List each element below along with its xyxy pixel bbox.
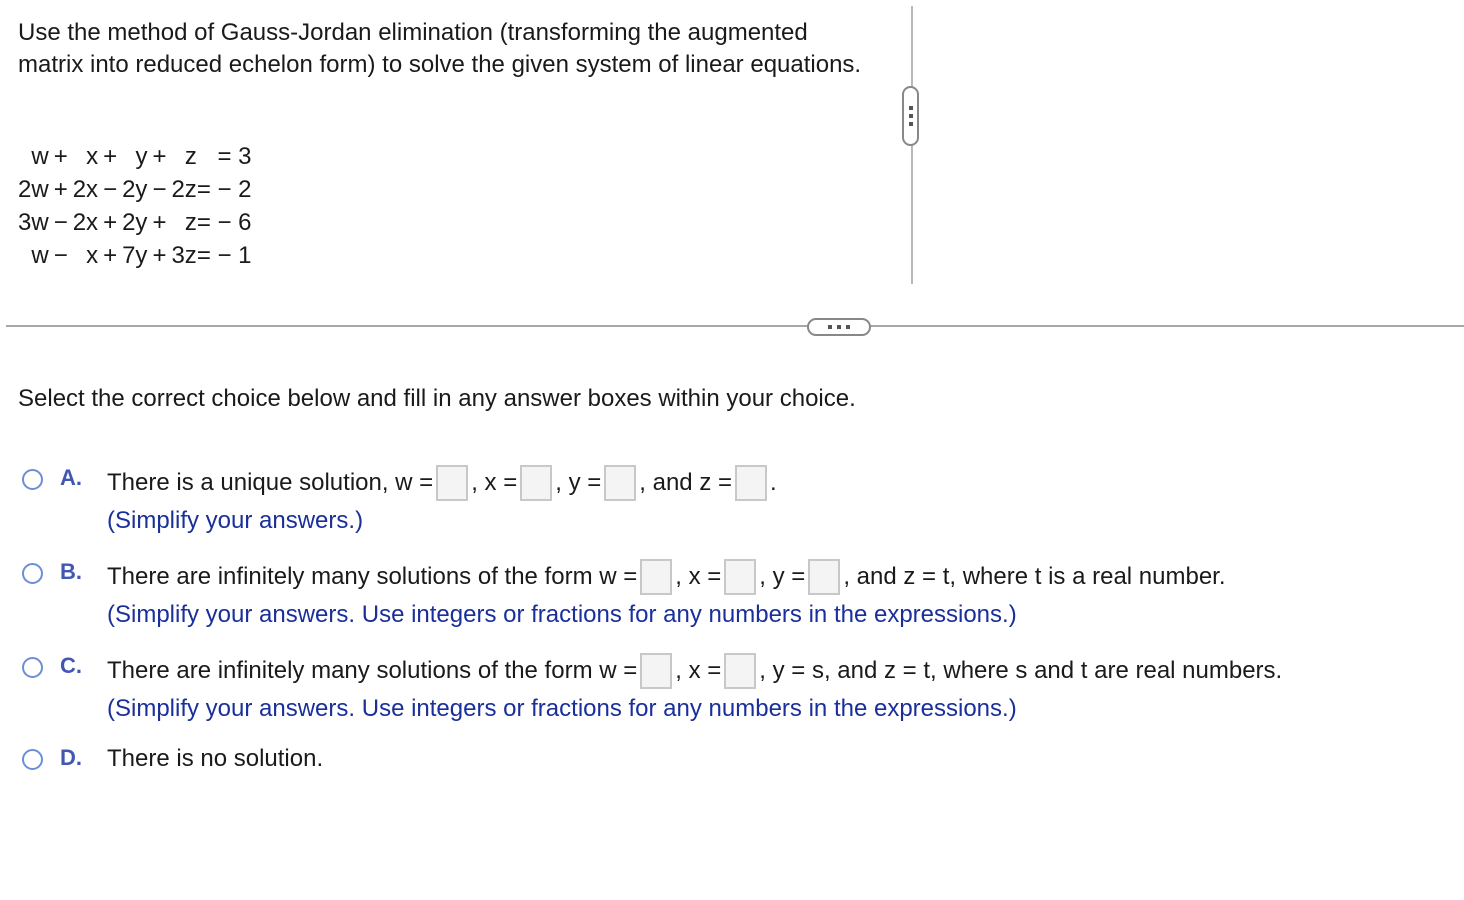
label-x: , x = — [471, 469, 518, 496]
operator: + — [103, 242, 118, 269]
question-text: Use the method of Gauss-Jordan elimination (transforming the augmented matrix into reduced echelon form) to solve the given system of linear equations. — [18, 19, 862, 78]
term-x: 2x — [72, 209, 99, 236]
choice-d-text: There is no solution. — [107, 745, 324, 772]
label-y: , y = — [555, 469, 602, 496]
equation-row — [18, 206, 252, 239]
choice-c-suffix: , y = s, and z = t, where s and t are real numbers. — [759, 657, 1283, 684]
term-y: 2y — [122, 176, 148, 203]
choice-letter: D. — [60, 745, 82, 770]
term-w: 3w — [18, 209, 49, 236]
operator: + — [53, 176, 68, 203]
term-z: z — [184, 143, 197, 170]
answer-box-w[interactable] — [436, 465, 468, 501]
operator: − — [53, 242, 68, 269]
operator: + — [103, 209, 118, 236]
choice-c-prefix: There are infinitely many solutions of the form w = — [107, 657, 638, 684]
label-x: , x = — [675, 563, 722, 590]
term-y: y — [135, 143, 148, 170]
choice-letter: C. — [60, 653, 82, 678]
handle-dot-icon — [909, 114, 913, 118]
choice-c-hint: (Simplify your answers. Use integers or fractions for any numbers in the expressions.) — [107, 695, 1017, 722]
answer-box-w[interactable] — [640, 559, 672, 595]
term-y: 7y — [122, 242, 148, 269]
right-hand-side: = − 6 — [196, 209, 252, 236]
operator: − — [103, 176, 118, 203]
choice-a-hint: (Simplify your answers.) — [107, 507, 364, 534]
term-x: x — [86, 242, 99, 269]
horizontal-divider — [6, 325, 1464, 327]
handle-dot-icon — [828, 325, 832, 329]
label-x: , x = — [675, 657, 722, 684]
answer-box-x[interactable] — [520, 465, 552, 501]
operator: + — [53, 143, 68, 170]
term-w: w — [31, 143, 49, 170]
choice-b-hint: (Simplify your answers. Use integers or fractions for any numbers in the expressions.) — [107, 601, 1017, 628]
instruction-text: Select the correct choice below and fill in any answer boxes within your choice. — [18, 385, 856, 412]
right-hand-side: = − 1 — [196, 242, 252, 269]
operator: − — [152, 176, 167, 203]
term-z: 3z — [171, 242, 197, 269]
choice-d-line — [107, 741, 323, 777]
handle-dot-icon — [846, 325, 850, 329]
operator: + — [152, 143, 167, 170]
radio-button-d[interactable] — [22, 749, 43, 770]
operator: − — [53, 209, 68, 236]
equation-system — [18, 140, 252, 272]
term-z: z — [184, 209, 197, 236]
choice-a-line — [107, 465, 777, 501]
answer-box-y[interactable] — [604, 465, 636, 501]
answer-box-x[interactable] — [724, 559, 756, 595]
equation-row — [18, 140, 252, 173]
term-w: w — [31, 242, 49, 269]
equation-row — [18, 239, 252, 272]
choice-b-prefix: There are infinitely many solutions of the form w = — [107, 563, 638, 590]
answer-box-z[interactable] — [735, 465, 767, 501]
choice-a-prefix: There is a unique solution, w = — [107, 469, 434, 496]
choice-letter: B. — [60, 559, 82, 584]
term-x: x — [86, 143, 99, 170]
operator: + — [152, 242, 167, 269]
period: . — [770, 469, 777, 496]
choice-letter: A. — [60, 465, 82, 490]
answer-box-y[interactable] — [808, 559, 840, 595]
term-x: 2x — [72, 176, 99, 203]
equation-row — [18, 173, 252, 206]
operator: + — [152, 209, 167, 236]
answer-box-w[interactable] — [640, 653, 672, 689]
term-w: 2w — [18, 176, 49, 203]
handle-dot-icon — [909, 122, 913, 126]
operator: + — [103, 143, 118, 170]
horizontal-resize-handle[interactable] — [807, 318, 871, 336]
answer-box-x[interactable] — [724, 653, 756, 689]
label-y: , y = — [759, 563, 806, 590]
choice-b-line — [107, 559, 1226, 595]
vertical-resize-handle[interactable] — [902, 86, 919, 146]
radio-button-c[interactable] — [22, 657, 43, 678]
right-hand-side: = − 2 — [196, 176, 252, 203]
term-y: 2y — [122, 209, 148, 236]
handle-dot-icon — [909, 106, 913, 110]
choice-c-line — [107, 653, 1282, 689]
term-z: 2z — [171, 176, 197, 203]
radio-button-b[interactable] — [22, 563, 43, 584]
handle-dot-icon — [837, 325, 841, 329]
right-hand-side: = 3 — [217, 143, 252, 170]
radio-button-a[interactable] — [22, 469, 43, 490]
label-z: , and z = — [639, 469, 732, 496]
choice-b-suffix: , and z = t, where t is a real number. — [843, 563, 1226, 590]
